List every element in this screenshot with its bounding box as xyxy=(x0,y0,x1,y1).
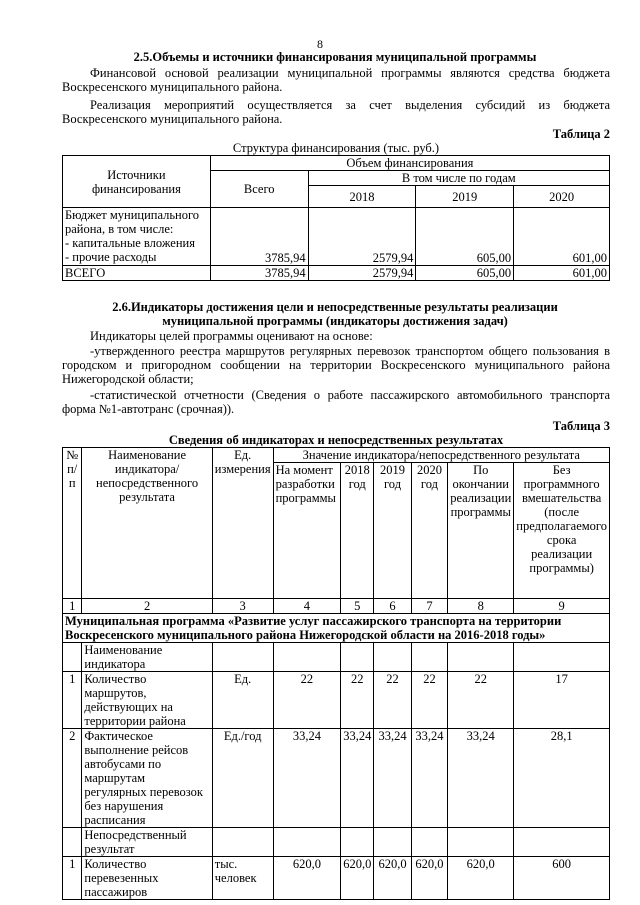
table-cell xyxy=(63,643,82,672)
header-total: Всего xyxy=(210,171,308,208)
table-cell xyxy=(341,828,374,857)
grand-total: 3785,94 xyxy=(210,266,308,281)
program-title: Муниципальная программа «Развитие услуг пассажирского транспорта на территории Воскресенского муниципального района Нижегородской области на 2016-2018 годы» xyxy=(63,614,610,643)
header-unit: Ед. измерения xyxy=(212,448,273,599)
result-value: 620,0 xyxy=(411,857,447,900)
table-cell xyxy=(411,643,447,672)
table3-label: Таблица 3 xyxy=(552,419,610,433)
header-volume: Объем финансирования xyxy=(210,156,609,171)
result-section-header: Непосредственный результат xyxy=(82,828,212,857)
section-heading-indicators-1: 2.6.Индикаторы достижения цели и непосредственные результаты реализации xyxy=(112,300,558,314)
header-at-end: По окончании реализации программы xyxy=(448,463,514,599)
table-cell xyxy=(374,643,411,672)
header-number: № п/п xyxy=(63,448,82,599)
header-indicator-name: Наименование индикатора/ непосредственного результата xyxy=(82,448,212,599)
column-number: 8 xyxy=(448,599,514,614)
result-value: 620,0 xyxy=(448,857,514,900)
budget-2020: 601,00 xyxy=(514,208,610,266)
header-sources: Источники финансирования xyxy=(63,156,211,208)
table3-caption: Сведения об индикаторах и непосредственных результатах xyxy=(168,433,504,447)
indicator-value: 17 xyxy=(514,672,610,729)
table-cell xyxy=(63,828,82,857)
paragraph-statistics: -статистической отчетности (Сведения о работе пассажирского автомобильного транспорта форма №1-автотранс (срочная)). xyxy=(62,388,610,416)
table-cell xyxy=(341,643,374,672)
grand-2018: 2579,94 xyxy=(308,266,416,281)
header-indicator-value: Значение индикатора/непосредственного результата xyxy=(273,448,609,463)
table-cell xyxy=(212,828,273,857)
table-cell xyxy=(448,828,514,857)
table-row xyxy=(63,857,610,900)
result-name: Количество перевезенных пассажиров xyxy=(82,857,212,900)
paragraph-indicators-basis: Индикаторы целей программы оценивают на основе: xyxy=(90,329,373,343)
table-row xyxy=(63,672,610,729)
table2-label: Таблица 2 xyxy=(552,127,610,141)
page-number: 8 xyxy=(317,37,323,51)
paragraph-financing-subsidies: Реализация мероприятий осуществляется за счет выделения субсидий из бюджета Воскресенского муниципального района. xyxy=(62,98,610,126)
section-heading-financing: 2.5.Объемы и источники финансирования муниципальной программы xyxy=(133,50,537,64)
table-cell xyxy=(273,643,341,672)
budget-2018: 2579,94 xyxy=(308,208,416,266)
grand-2019: 605,00 xyxy=(416,266,514,281)
section-heading-indicators-2: муниципальной программы (индикаторы достижения задач) xyxy=(162,314,508,328)
column-number: 1 xyxy=(63,599,82,614)
header-2019: 2019 год xyxy=(374,463,411,599)
indicator-value: 33,24 xyxy=(341,729,374,828)
indicator-unit: Ед. xyxy=(212,672,273,729)
source-line: - капитальные вложения xyxy=(65,236,195,250)
source-line: - прочие расходы xyxy=(65,250,157,264)
indicator-section-header: Наименование индикатора xyxy=(82,643,212,672)
table-indicators xyxy=(62,447,610,900)
header-year-2019: 2019 xyxy=(416,186,514,208)
header-without-program: Без программного вмешательства (после предполагаемого срока реализации программы) xyxy=(514,463,610,599)
table-cell xyxy=(212,643,273,672)
column-number: 4 xyxy=(273,599,341,614)
table-row xyxy=(63,729,610,828)
result-number: 1 xyxy=(63,857,82,900)
result-value: 620,0 xyxy=(374,857,411,900)
header-year-2018: 2018 xyxy=(308,186,416,208)
column-number: 9 xyxy=(514,599,610,614)
indicator-value: 33,24 xyxy=(273,729,341,828)
column-number: 3 xyxy=(212,599,273,614)
indicator-name: Фактическое выполнение рейсов автобусами по маршрутам регулярных перевозок без нарушения расписания xyxy=(82,729,212,828)
indicator-value: 22 xyxy=(411,672,447,729)
indicator-value: 28,1 xyxy=(514,729,610,828)
result-unit: тыс. человек xyxy=(212,857,273,900)
table-financing-structure xyxy=(62,155,610,281)
table-cell xyxy=(448,643,514,672)
indicator-value: 22 xyxy=(341,672,374,729)
table-cell xyxy=(411,828,447,857)
indicator-value: 33,24 xyxy=(411,729,447,828)
table-cell xyxy=(374,828,411,857)
column-number: 5 xyxy=(341,599,374,614)
paragraph-financing-basis: Финансовой основой реализации муниципальной программы являются средства бюджета Воскресенского муниципального района. xyxy=(62,66,610,94)
header-by-years: В том числе по годам xyxy=(308,171,609,186)
result-value: 620,0 xyxy=(273,857,341,900)
indicator-value: 22 xyxy=(448,672,514,729)
table2-caption: Структура финансирования (тыс. руб.) xyxy=(232,141,440,155)
table-cell xyxy=(514,643,610,672)
column-number: 7 xyxy=(411,599,447,614)
result-value: 620,0 xyxy=(341,857,374,900)
budget-total: 3785,94 xyxy=(210,208,308,266)
header-year-2020: 2020 xyxy=(514,186,610,208)
indicator-name: Количество маршрутов, действующих на территории района xyxy=(82,672,212,729)
header-at-start: На момент разработки программы xyxy=(273,463,341,599)
table-cell xyxy=(273,828,341,857)
budget-2019: 605,00 xyxy=(416,208,514,266)
paragraph-route-registry: -утвержденного реестра маршрутов регулярных перевозок транспортом общего пользования в городском и пригородном сообщении на территории Воскресенского муниципального района Нижегородской области; xyxy=(62,344,610,386)
indicator-value: 33,24 xyxy=(448,729,514,828)
result-value: 600 xyxy=(514,857,610,900)
header-2020: 2020 год xyxy=(411,463,447,599)
grand-2020: 601,00 xyxy=(514,266,610,281)
indicator-unit: Ед./год xyxy=(212,729,273,828)
indicator-value: 22 xyxy=(374,672,411,729)
indicator-value: 22 xyxy=(273,672,341,729)
indicator-number: 2 xyxy=(63,729,82,828)
source-budget xyxy=(63,208,211,266)
indicator-value: 33,24 xyxy=(374,729,411,828)
source-total: ВСЕГО xyxy=(63,266,211,281)
column-number: 6 xyxy=(374,599,411,614)
column-number: 2 xyxy=(82,599,212,614)
source-line: Бюджет муниципального xyxy=(65,208,200,222)
source-line: района, в том числе: xyxy=(65,222,174,236)
header-2018: 2018 год xyxy=(341,463,374,599)
table-cell xyxy=(514,828,610,857)
indicator-number: 1 xyxy=(63,672,82,729)
